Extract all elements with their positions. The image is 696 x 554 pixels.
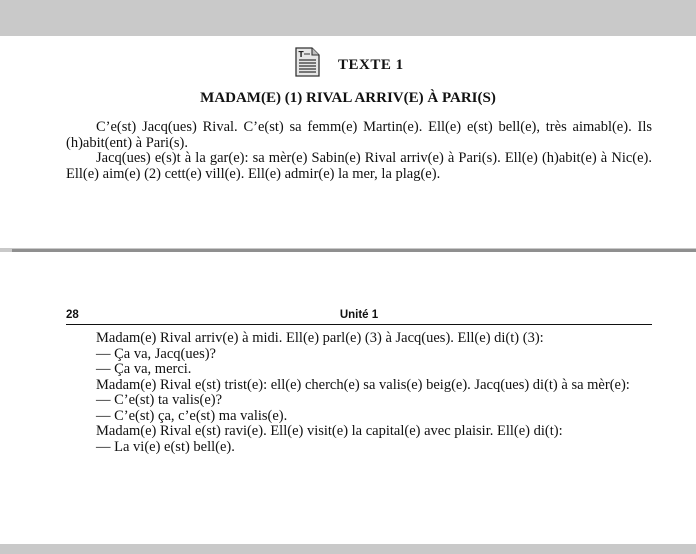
running-head: [66, 308, 652, 325]
unit-label: Unité 1: [339, 309, 379, 321]
dialog-line-5: — La vi(e) e(st) bell(e).: [96, 438, 235, 455]
dialog-line-4: — C’e(st) ça, c’e(st) ma valis(e).: [96, 407, 288, 424]
paragraph-1: C’e(st) Jacq(ues) Rival. C’e(st) sa femm(e) Martin(e). Ell(e) e(st) bell(e), très aimabl(e). Ils (h)abit(ent) à Pari(s).: [66, 119, 652, 151]
svg-text:T: T: [298, 50, 304, 59]
paragraph-5: Madam(e) Rival e(st) ravi(e). Ell(e) visit(e) la capital(e) avec plaisir. Ell(e) di(t):: [96, 423, 563, 439]
top-background-strip: [0, 0, 696, 36]
paragraph-2: Jacq(ues) e(s)t à la gar(e): sa mèr(e) Sabin(e) Rival arriv(e) à Pari(s). Ell(e) (h)abit(e) à Nic(e). Ell(e) aim(e) (2) cett(e) vill(e). Ell(e) admir(e) la mer, la plag(e).: [66, 150, 652, 182]
page-number: 28: [66, 309, 79, 321]
dialog-line-3: — C’e(st) ta valis(e)?: [96, 392, 223, 408]
paragraph-4: Madam(e) Rival e(st) trist(e): ell(e) cherch(e) sa valis(e) beig(e). Jacq(ues) di(t) à sa mèr(e):: [96, 376, 630, 393]
paragraph-3: Madam(e) Rival arriv(e) à midi. Ell(e) parl(e) (3) à Jacq(ues). Ell(e) di(t) (3):: [96, 330, 544, 346]
top-body-text: [66, 120, 652, 182]
dialog-line-1: — Ça va, Jacq(ues)?: [96, 345, 216, 362]
bottom-body-text: [66, 331, 652, 455]
dialog-line-2: — Ça va, merci.: [96, 361, 192, 377]
document-icon: [292, 47, 322, 77]
bottom-background-strip: [0, 544, 696, 554]
lesson-title: MADAM(E) (1) RIVAL ARRIV(E) À PARI(S): [200, 90, 496, 106]
text-header: [0, 45, 696, 79]
text-label: TEXTE 1: [338, 57, 404, 73]
